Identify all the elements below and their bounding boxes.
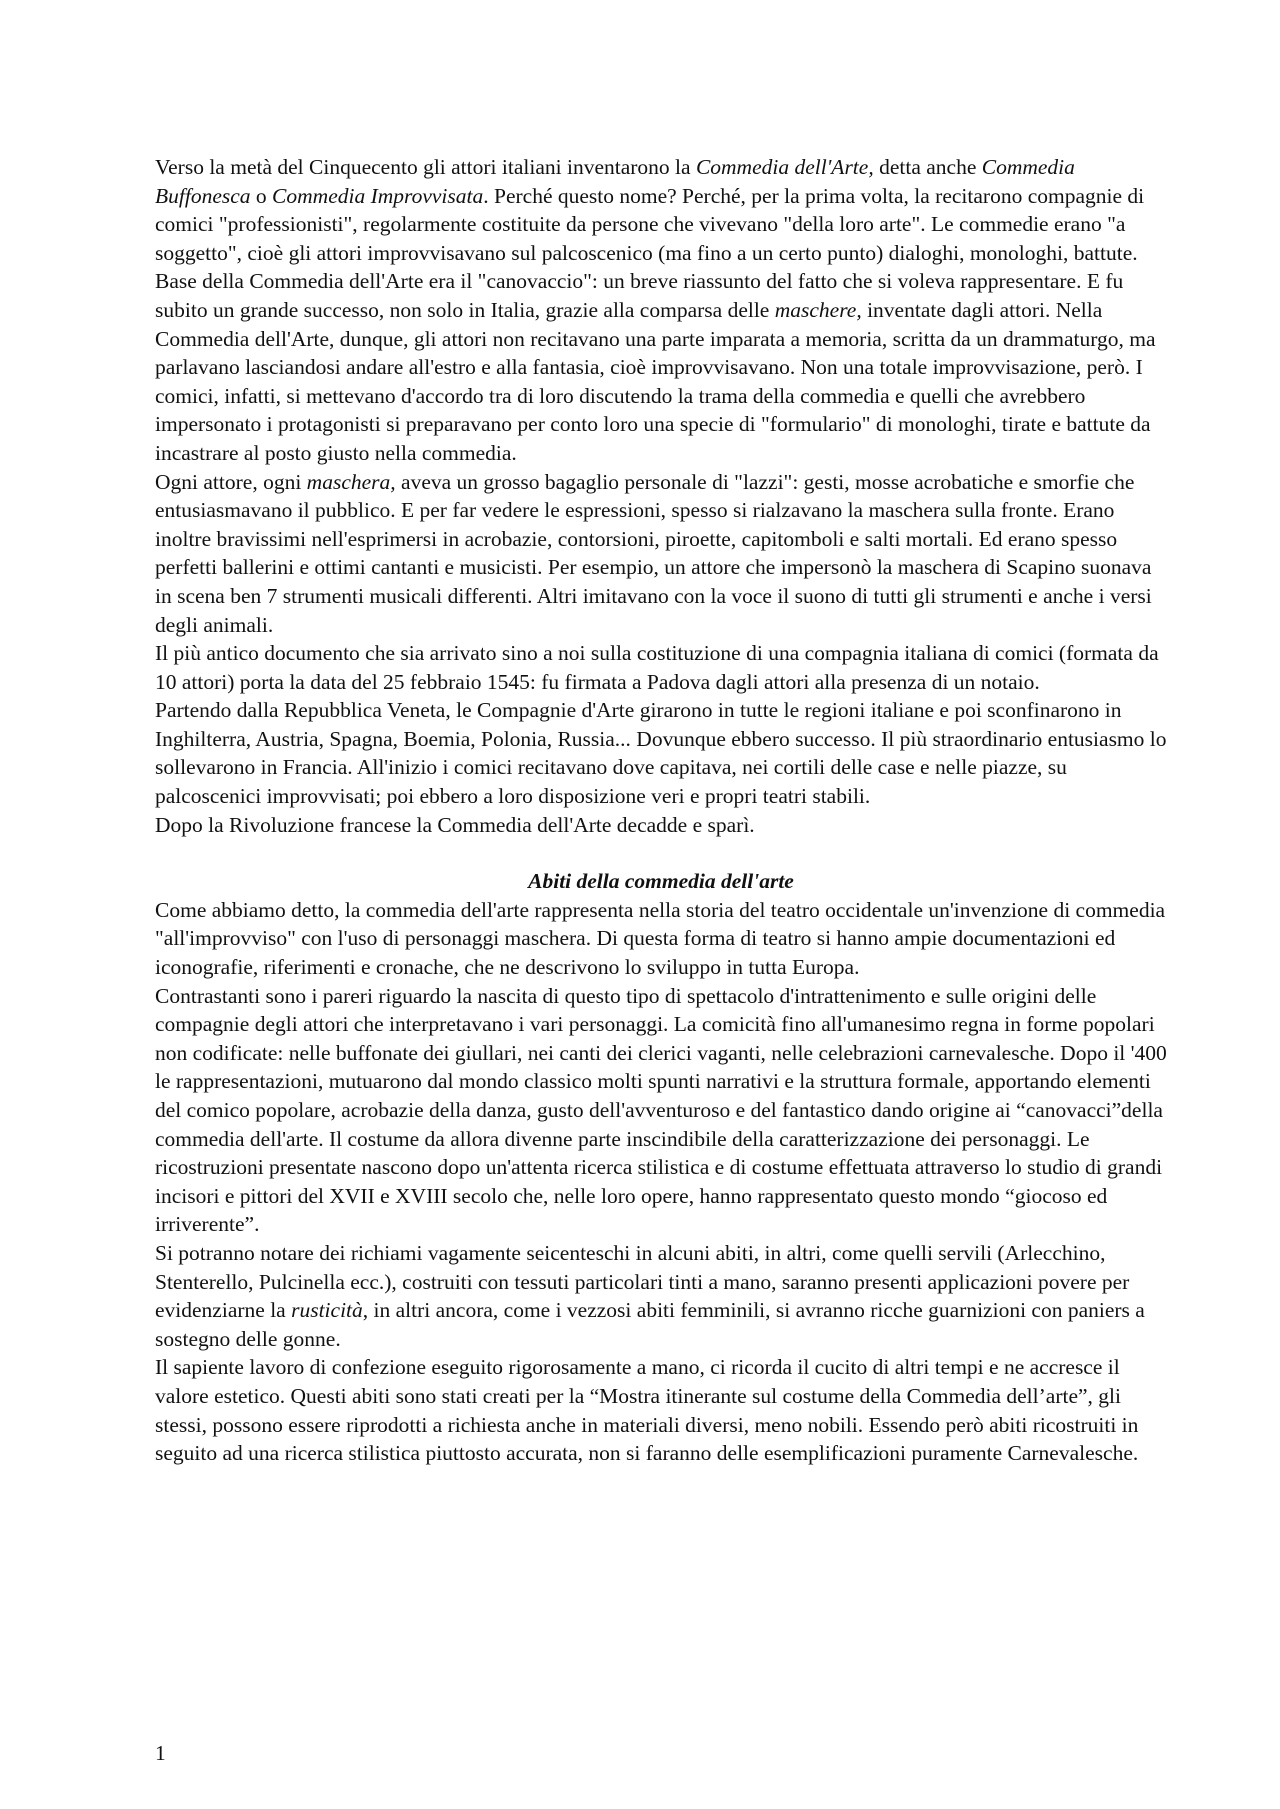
text-run: Verso la metà del Cinquecento gli attori italiani inventarono la [155,155,696,179]
document-body [155,153,1167,1468]
text-run: aveva un grosso bagaglio personale di "lazzi": gesti, mosse acrobatiche e smorfie che entusiasmavano il pubblico. E per far vedere le espressioni, spesso si rialzavano la maschera sulla fronte. Erano inoltre bravissimi nell'esprimersi in acrobazie, contorsioni, piroette, capitomboli e salti mortali. Ed erano spesso perfetti ballerini e ottimi cantanti e musicisti. Per esempio, un attore che impersonò la maschera di Scapino suonava in scena ben 7 strumenti musicali differenti. Altri imitavano con la voce il suono di tutti gli strumenti e anche i versi degli animali. [155,469,1152,637]
text-run: Ogni attore, ogni [155,469,307,494]
paragraph [155,468,1167,640]
section-costumes [155,896,1167,1468]
paragraph [155,1353,1167,1467]
italic-text: maschere, [774,297,862,322]
italic-text: maschera, [306,469,396,494]
page-number: 1 [155,1741,166,1765]
paragraph [155,639,1167,696]
paragraph [155,982,1167,1239]
text-run: Come abbiamo detto, la commedia dell'arte rappresenta nella storia del teatro occidentale un'invenzione di commedia "all'improvviso" con l'uso di personaggi maschera. Di questa forma di teatro si hanno ampie documentazioni ed iconografie, riferimenti e cronache, che ne descrivono lo sviluppo in tutta Europa. [155,897,1166,980]
section-commedia-history [155,153,1167,839]
section-heading: Abiti della commedia dell'arte [528,869,794,894]
text-run: Contrastanti sono i pareri riguardo la nascita di questo tipo di spettacolo d'intrattenimento e sulle origini delle compagnie degli attori che interpretavano i vari personaggi. La comicità fino all'umanesimo regna in forme popolari non codificate: nelle buffonate dei giullari, nei canti dei clerici vaganti, nelle celebrazioni carnevalesche. Dopo il '400 le rappresentazioni, mutuarono dal mondo classico molti spunti narrativi e la struttura formale, apportando elementi del comico popolare, acrobazie della danza, gusto dell'avventuroso e del fantastico dando origine ai “canovacci”della commedia dell'arte. Il costume da allora divenne parte inscindibile della caratterizzazione dei personaggi. Le ricostruzioni presentate nascono dopo un'attenta ricerca stilistica e di costume effettuata attraverso lo studio di grandi incisori e pittori del XVII e XVIII secolo che, nelle loro opere, hanno rappresentato questo mondo “giocoso ed irriverente”. [155,983,1167,1237]
text-run: o [250,183,273,208]
paragraph [155,153,1167,468]
paragraph [155,1239,1167,1353]
paragraph [155,896,1167,982]
text-run: Si potranno notare dei richiami vagamente seicenteschi in alcuni abiti, in altri, come quelli servili (Arlecchino, Stenterello, Pulcinella ecc.), costruiti con tessuti particolari tinti a mano, saranno presenti applicazioni povere per evidenziarne la [155,1240,1130,1323]
text-run: Il sapiente lavoro di confezione eseguito rigorosamente a mano, ci ricorda il cucito di altri tempi e ne accresce il valore estetico. Questi abiti sono stati creati per la “Mostra itinerante sul costume della Commedia dell’arte”, gli stessi, possono essere riprodotti a richiesta anche in materiali diversi, meno nobili. Essendo però abiti ricostruiti in seguito ad una ricerca stilistica piuttosto accurata, non si faranno delle esemplificazioni puramente Carnevalesche. [155,1355,1139,1466]
italic-text: Commedia dell'Arte, [695,155,874,179]
text-run: , in altri ancora, come i vezzosi abiti femminili, si avranno ricche guarnizioni con paniers a sostegno delle gonne. [155,1298,1145,1351]
text-run: Partendo dalla Repubblica Veneta, le Compagnie d'Arte girarono in tutte le regioni italiane e poi sconfinarono in Inghilterra, Austria, Spagna, Boemia, Polonia, Russia... Dovunque ebbero successo. Il più straordinario entusiasmo lo sollevarono in Francia. All'inizio i comici recitavano dove capitava, nei cortili delle case e nelle piazze, su palcoscenici improvvisati; poi ebbero a loro disposizione veri e propri teatri stabili. [155,698,1167,809]
text-run: Il più antico documento che sia arrivato sino a noi sulla costituzione di una compagnia italiana di comici (formata da 10 attori) porta la data del 25 febbraio 1545: fu firmata a Padova dagli attori alla presenza di un notaio. [155,641,1159,694]
paragraph [155,811,1167,840]
text-run: . Perché questo nome? Perché, per la prima volta, la recitarono compagnie di comici "professionisti", regolarmente costituite da persone che vivevano "della loro arte". Le commedie erano "a soggetto", cioè gli attori improvvisavano sul palcoscenico (ma fino a un certo punto) dialoghi, monologhi, battute. Base della Commedia dell'Arte era il "canovaccio": un breve riassunto del fatto che si voleva rappresentare. E fu subito un grande successo, non solo in Italia, grazie alla comparsa delle [155,183,1145,322]
italic-text: Commedia Improvvisata [272,183,484,208]
italic-text: Commedia Buffonesca [155,155,1075,208]
text-run: Dopo la Rivoluzione francese la Commedia dell'Arte decadde e sparì. [155,812,755,837]
italic-text: rusticità [291,1298,363,1323]
text-run: detta anche [873,155,982,179]
text-run: inventate dagli attori. Nella Commedia dell'Arte, dunque, gli attori non recitavano una parte imparata a memoria, scritta da un drammaturgo, ma parlavano lasciandosi andare all'estro e alla fantasia, cioè improvvisavano. Non una totale improvvisazione, però. I comici, infatti, si mettevano d'accordo tra di loro discutendo la trama della commedia e quelli che avrebbero impersonato i protagonisti si preparavano per conto loro una specie di "formulario" di monologhi, tirate e battute da incastrare al posto giusto nella commedia. [155,297,1156,465]
paragraph [155,696,1167,810]
